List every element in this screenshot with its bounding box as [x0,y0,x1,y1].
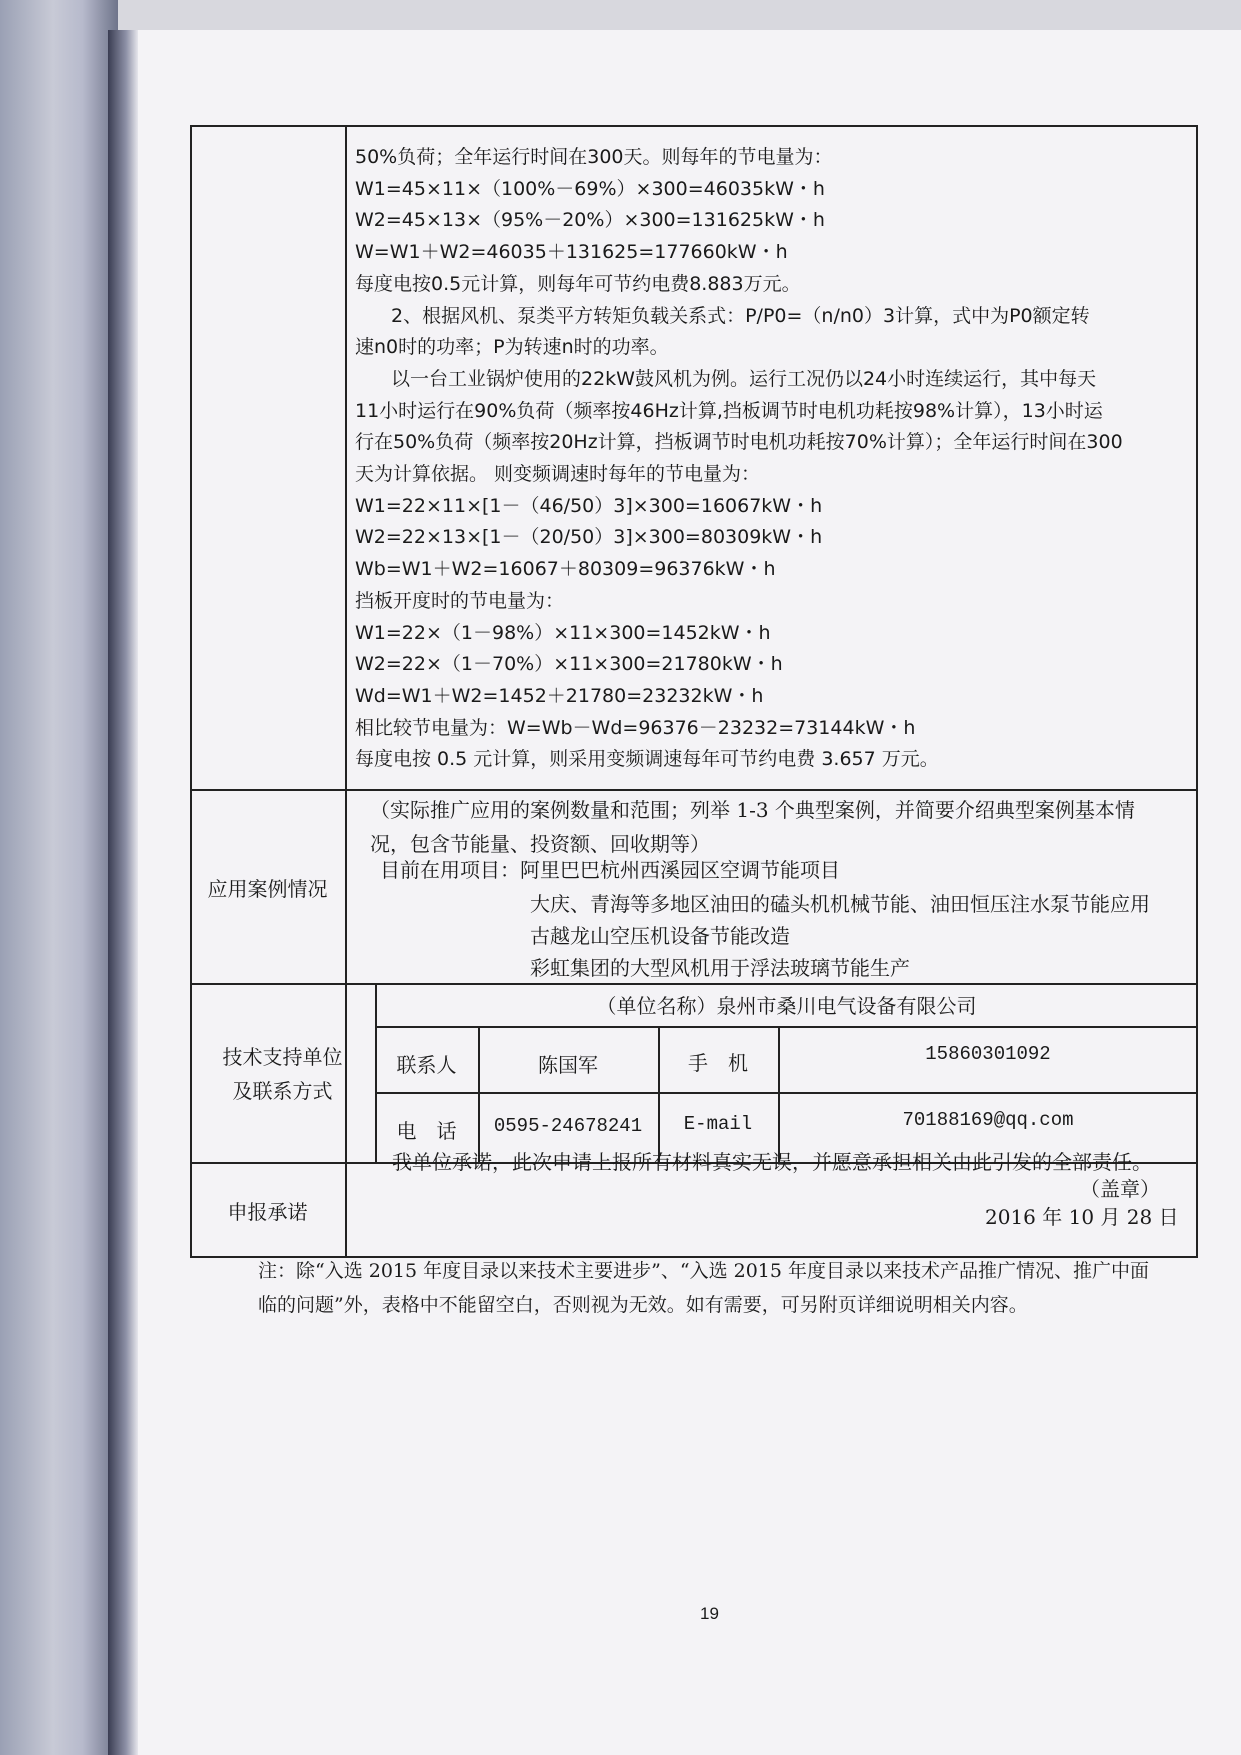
pledge-text: 我单位承诺，此次申请上报所有材料真实无误，并愿意承担相关由此引发的全部责任。 [392,1150,1152,1174]
mobile-label: 手 机 [688,1051,748,1075]
cases-current-project: 目前在用项目：阿里巴巴杭州西溪园区空调节能项目 [380,858,840,882]
cases-hint-line2: 况，包含节能量、投资额、回收期等） [370,832,710,856]
calc-line: 每度电按 0.5 元计算，则采用变频调速每年可节约电费 3.657 万元。 [355,748,939,771]
page-number: 19 [700,1604,719,1623]
support-label-line1: 技术支持单位 [222,1045,343,1069]
calc-line: 以一台工业锅炉使用的22kW鼓风机为例。运行工况仍以24小时连续运行，其中每天 [391,367,1097,390]
calc-line: W1=45×11×（100%－69%）×300=46035kW・h [355,177,825,200]
calc-line: 每度电按0.5元计算，则每年可节约电费8.883万元。 [355,272,801,295]
calc-line: 50%负荷；全年运行时间在300天。则每年的节电量为： [355,146,833,168]
mobile-value: 15860301092 [925,1043,1051,1065]
energy-saving-calculation [355,142,1175,776]
scan-left-edge [0,0,118,1755]
contact-person-label: 联系人 [396,1053,457,1077]
calc-line: Wb=W1＋W2=16067＋80309=96376kW・h [355,558,776,581]
calc-line: 行在50%负荷（频率按20Hz计算，挡板调节时电机功耗按70%计算）；全年运行时间在300 [355,431,1123,454]
calc-line: W2=22×（1－70%）×11×300=21780kW・h [355,653,783,676]
calc-line: 天为计算依据。 则变频调速时每年的节电量为： [355,463,761,486]
support-org-divider [375,1026,1198,1028]
pledge-date: 2016 年 10 月 28 日 [985,1205,1179,1229]
calc-line: 2、根据风机、泵类平方转矩负载关系式：P/P0=（n/n0）3计算，式中为P0额定转 [391,304,1090,327]
email-value: 70188169@qq.com [902,1109,1074,1131]
calc-line: W1=22×11×[1－（46/50）3]×300=16067kW・h [355,494,823,517]
phone-value: 0595-24678241 [493,1115,643,1137]
calc-line: 11小时运行在90%负荷（频率按46Hz计算,挡板调节时电机功耗按98%计算），13小时运 [355,399,1103,422]
calc-line: 相比较节电量为：W=Wb－Wd=96376－23232=73144kW・h [355,716,916,739]
support-label-line2: 及联系方式 [232,1079,333,1103]
calc-line: W=W1＋W2=46035＋131625=177660kW・h [355,241,788,264]
cases-project-2: 大庆、青海等多地区油田的磕头机机械节能、油田恒压注水泵节能应用 [530,892,1150,916]
pledge-seal: （盖章） [1080,1177,1160,1201]
scan-top-edge [0,0,1241,30]
pledge-label: 申报承诺 [227,1200,308,1224]
calc-line: W1=22×（1－98%）×11×300=1452kW・h [355,621,771,644]
phone-label: 电 话 [396,1119,457,1143]
support-col-1 [478,1026,480,1162]
cases-hint-line1: （实际推广应用的案例数量和范围；列举 1-3 个典型案例，并简要介绍典型案例基本情 [370,798,1135,822]
calc-line: Wd=W1＋W2=1452＋21780=23232kW・h [355,684,764,707]
email-label: E-mail [683,1113,753,1135]
calc-line: 速n0时的功率；P为转速n时的功率。 [355,336,669,359]
support-label [190,1040,375,1108]
cases-label: 应用案例情况 [207,877,328,901]
cases-project-4: 彩虹集团的大型风机用于浮法玻璃节能生产 [530,956,910,980]
cases-project-3: 古越龙山空压机设备节能改造 [530,924,790,948]
book-binding-shadow [108,30,138,1755]
calc-line: W2=45×13×（95%－20%）×300=131625kW・h [355,209,825,232]
calc-line: W2=22×13×[1－（20/50）3]×300=80309kW・h [355,526,823,549]
support-contact-divider [375,1092,1198,1094]
row-divider-cases [190,789,1198,791]
support-org-name: （单位名称）泉州市桑川电气设备有限公司 [596,994,977,1018]
contact-person-value: 陈国军 [538,1053,598,1077]
footnote: 注：除“入选 2015 年度目录以来技术主要进步”、“入选 2015 年度目录以来技术产品推广情况、推广中面临的问题”外，表格中不能留空白，否则视为无效。如有需要，可另附页详细说明相关内容。 [258,1260,1150,1316]
calc-line: 挡板开度时的节电量为： [355,589,565,612]
